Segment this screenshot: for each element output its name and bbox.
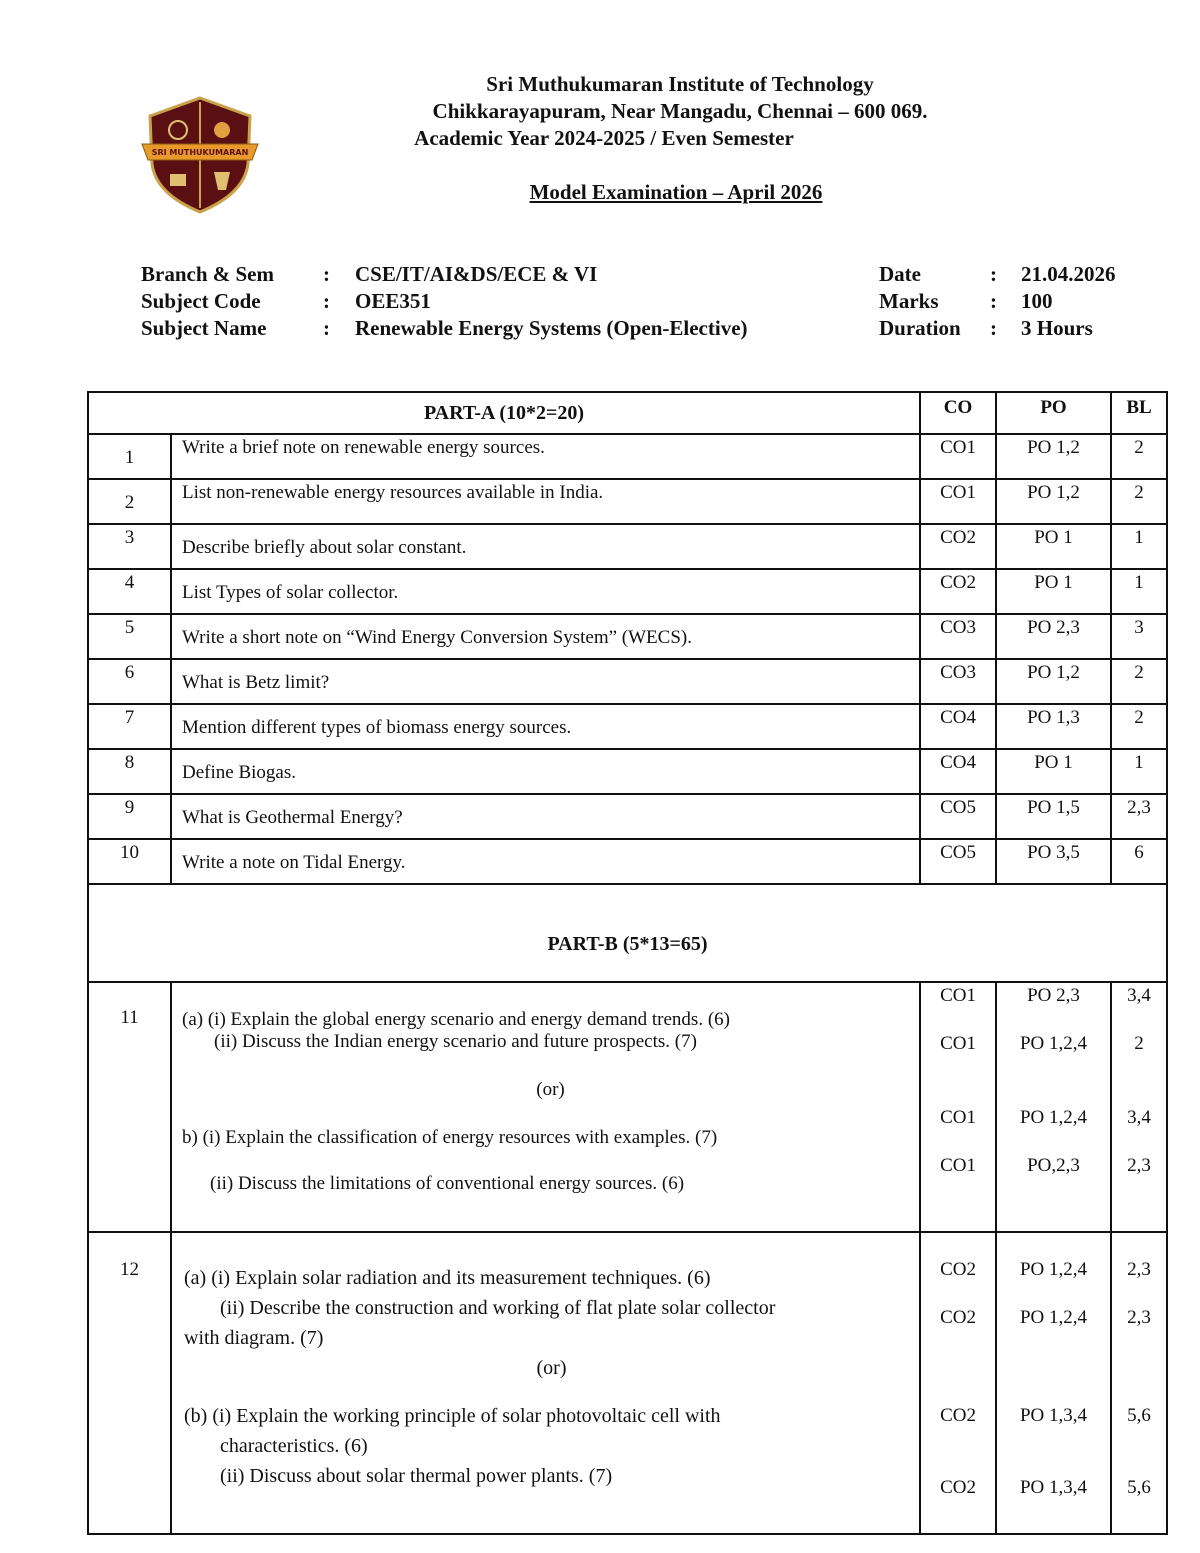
question-po: PO 1,2 — [996, 479, 1111, 524]
part-a-title: PART-A (10*2=20) — [88, 392, 920, 434]
co-value: CO1 — [940, 1107, 976, 1128]
bl-value: 3,4 — [1127, 1107, 1151, 1128]
meta-right-values — [1021, 261, 1116, 342]
question-text: List non-renewable energy resources available in India. — [171, 479, 920, 524]
co-value: CO1 — [940, 985, 976, 1006]
question-bl: 2 — [1111, 659, 1167, 704]
bl-value: 2,3 — [1127, 1259, 1151, 1280]
bl-value: 3,4 — [1127, 985, 1151, 1006]
question-text: Mention different types of biomass energy sources. — [171, 704, 920, 749]
colon: : — [990, 262, 997, 286]
po-value: PO 1,2,4 — [1019, 1259, 1088, 1280]
po-value: PO 1,3,4 — [1019, 1477, 1088, 1498]
question-co: CO4 — [920, 704, 996, 749]
question-bl: 1 — [1111, 569, 1167, 614]
col-co-header: CO — [920, 392, 996, 434]
question-po: PO 1 — [996, 569, 1111, 614]
question-co: CO2 — [920, 524, 996, 569]
q11-co — [920, 982, 996, 1232]
institute-logo — [140, 94, 260, 216]
exam-title: Model Examination – April 2026 — [529, 180, 823, 204]
marks-value: 100 — [1021, 289, 1053, 313]
q11-bl — [1111, 982, 1167, 1232]
question-bl: 2 — [1111, 479, 1167, 524]
q11-b-ii: (ii) Discuss the limitations of conventional energy sources. (6) — [210, 1173, 685, 1194]
branch-value: CSE/IT/AI&DS/ECE & VI — [355, 262, 598, 286]
q11-b-i: b) (i) Explain the classification of energy resources with examples. (7) — [182, 1127, 718, 1148]
q12-or: (or) — [536, 1357, 567, 1379]
question-bl: 1 — [1111, 524, 1167, 569]
question-number: 9 — [88, 794, 171, 839]
q12-a-ii-cont: with diagram. (7) — [184, 1327, 324, 1349]
academic-year: Academic Year 2024-2025 / Even Semester — [414, 126, 794, 150]
question-co: CO5 — [920, 794, 996, 839]
table-row — [88, 434, 1167, 479]
table-row — [88, 1232, 1167, 1534]
subject-name-label: Subject Name — [141, 316, 267, 340]
question-text: What is Betz limit? — [171, 659, 920, 704]
colon: : — [990, 316, 997, 340]
meta-left-labels — [141, 261, 274, 342]
question-text: Write a short note on “Wind Energy Conversion System” (WECS). — [171, 614, 920, 659]
bl-value: 5,6 — [1127, 1477, 1151, 1498]
question-co: CO5 — [920, 839, 996, 884]
question-number: 3 — [88, 524, 171, 569]
bl-value: 2,3 — [1127, 1307, 1151, 1328]
q11-or: (or) — [536, 1079, 565, 1100]
table-row — [88, 794, 1167, 839]
meta-right-colons — [990, 261, 997, 342]
question-po: PO 1,3 — [996, 704, 1111, 749]
question-text — [171, 1232, 920, 1534]
subject-code-label: Subject Code — [141, 289, 261, 313]
question-po: PO 2,3 — [996, 614, 1111, 659]
bl-value: 2,3 — [1127, 1155, 1151, 1176]
institute-address: Chikkarayapuram, Near Mangadu, Chennai – 600 069. — [432, 99, 928, 123]
q12-b-i-cont: characteristics. (6) — [220, 1435, 368, 1457]
colon: : — [323, 289, 330, 313]
question-text: What is Geothermal Energy? — [171, 794, 920, 839]
colon: : — [990, 289, 997, 313]
q12-a-i: (a) (i) Explain solar radiation and its measurement techniques. (6) — [184, 1267, 711, 1289]
q12-a-ii: (ii) Describe the construction and working of flat plate solar collector — [220, 1297, 776, 1319]
question-po: PO 1,2 — [996, 659, 1111, 704]
bl-value: 2 — [1134, 1033, 1144, 1054]
question-po: PO 1 — [996, 524, 1111, 569]
question-number: 7 — [88, 704, 171, 749]
duration-value: 3 Hours — [1021, 316, 1093, 340]
table-row — [88, 524, 1167, 569]
question-text — [171, 982, 920, 1232]
question-number: 1 — [88, 434, 171, 479]
question-number: 10 — [88, 839, 171, 884]
colon: : — [323, 262, 330, 286]
po-value: PO 1,3,4 — [1019, 1405, 1088, 1426]
bl-value: 5,6 — [1127, 1405, 1151, 1426]
logo-text: SRI MUTHUKUMARAN — [151, 148, 249, 157]
q12-po — [996, 1232, 1111, 1534]
part-b-title: PART-B (5*13=65) — [88, 884, 1167, 982]
table-row — [88, 569, 1167, 614]
question-po: PO 1,5 — [996, 794, 1111, 839]
col-bl-header: BL — [1111, 392, 1167, 434]
question-table — [87, 391, 1168, 1535]
question-number: 2 — [88, 479, 171, 524]
po-value: PO,2,3 — [1027, 1155, 1080, 1176]
question-co: CO1 — [920, 479, 996, 524]
colon: : — [323, 316, 330, 340]
date-value: 21.04.2026 — [1021, 262, 1116, 286]
table-row — [88, 614, 1167, 659]
question-number: 12 — [88, 1232, 171, 1534]
question-po: PO 1 — [996, 749, 1111, 794]
duration-label: Duration — [879, 316, 961, 340]
question-bl: 2 — [1111, 434, 1167, 479]
table-row — [88, 982, 1167, 1232]
po-value: PO 1,2,4 — [1019, 1307, 1088, 1328]
question-co: CO2 — [920, 569, 996, 614]
question-text: Define Biogas. — [171, 749, 920, 794]
question-po: PO 1,2 — [996, 434, 1111, 479]
question-co: CO3 — [920, 659, 996, 704]
question-number: 4 — [88, 569, 171, 614]
institute-name: Sri Muthukumaran Institute of Technology — [486, 72, 874, 96]
meta-left-values — [355, 261, 748, 342]
po-value: PO 2,3 — [1027, 985, 1080, 1006]
meta-left-colons — [323, 261, 330, 342]
q12-b-i: (b) (i) Explain the working principle of solar photovoltaic cell with — [184, 1405, 721, 1427]
table-row — [88, 479, 1167, 524]
question-text: Write a note on Tidal Energy. — [171, 839, 920, 884]
question-bl: 6 — [1111, 839, 1167, 884]
subject-code-value: OEE351 — [355, 289, 431, 313]
co-value: CO2 — [940, 1405, 976, 1426]
q12-bl — [1111, 1232, 1167, 1534]
q12-co — [920, 1232, 996, 1534]
marks-label: Marks — [879, 289, 939, 313]
meta-right-labels — [879, 261, 961, 342]
branch-label: Branch & Sem — [141, 262, 274, 286]
question-po: PO 3,5 — [996, 839, 1111, 884]
table-row — [88, 839, 1167, 884]
po-value: PO 1,2,4 — [1019, 1033, 1088, 1054]
question-bl: 1 — [1111, 749, 1167, 794]
question-co: CO1 — [920, 434, 996, 479]
question-text: Write a brief note on renewable energy sources. — [171, 434, 920, 479]
question-text: List Types of solar collector. — [171, 569, 920, 614]
subject-name-value: Renewable Energy Systems (Open-Elective) — [355, 316, 748, 340]
q11-a-ii: (ii) Discuss the Indian energy scenario and future prospects. (7) — [214, 1031, 697, 1052]
question-number: 11 — [88, 982, 171, 1232]
question-number: 6 — [88, 659, 171, 704]
table-row — [88, 704, 1167, 749]
question-co: CO3 — [920, 614, 996, 659]
co-value: CO1 — [940, 1033, 976, 1054]
question-bl: 3 — [1111, 614, 1167, 659]
q11-a-i: (a) (i) Explain the global energy scenario and energy demand trends. (6) — [182, 1009, 730, 1030]
date-label: Date — [879, 262, 921, 286]
question-bl: 2,3 — [1111, 794, 1167, 839]
co-value: CO1 — [940, 1155, 976, 1176]
question-co: CO4 — [920, 749, 996, 794]
part-b-header-row — [88, 884, 1167, 982]
po-value: PO 1,2,4 — [1019, 1107, 1088, 1128]
table-row — [88, 749, 1167, 794]
question-number: 5 — [88, 614, 171, 659]
col-po-header: PO — [996, 392, 1111, 434]
table-row — [88, 659, 1167, 704]
co-value: CO2 — [940, 1259, 976, 1280]
co-value: CO2 — [940, 1477, 976, 1498]
q12-b-ii: (ii) Discuss about solar thermal power plants. (7) — [220, 1465, 613, 1487]
question-number: 8 — [88, 749, 171, 794]
q11-po — [996, 982, 1111, 1232]
part-a-header-row — [88, 392, 1167, 434]
co-value: CO2 — [940, 1307, 976, 1328]
question-bl: 2 — [1111, 704, 1167, 749]
question-text: Describe briefly about solar constant. — [171, 524, 920, 569]
